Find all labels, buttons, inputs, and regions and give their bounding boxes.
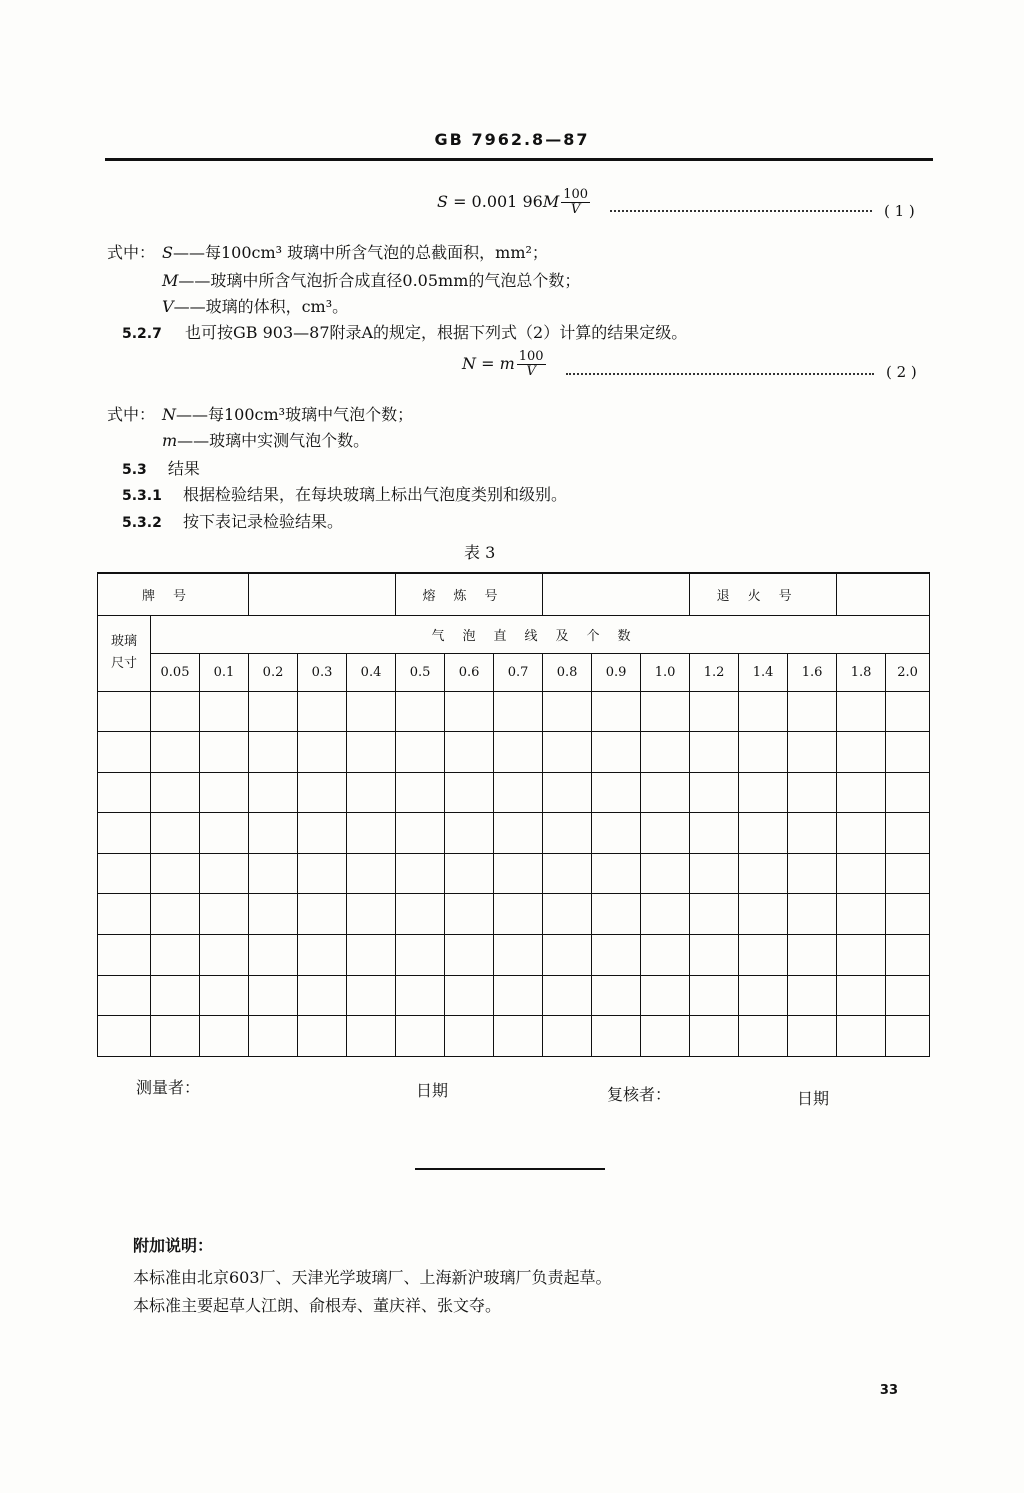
diameter-cell: 0.9 [592,653,641,691]
count-cell[interactable] [886,975,930,1016]
formula-2-lhs: N [462,354,476,373]
count-cell[interactable] [543,975,592,1016]
melt-value[interactable] [543,573,690,615]
count-cell[interactable] [886,691,930,732]
formula-2-fraction [517,350,546,379]
table-row [98,935,930,976]
clause-5-3-2-text: 按下表记录检验结果。 [182,512,343,531]
count-cell[interactable] [200,772,249,813]
diameter-cell: 2.0 [886,653,930,691]
formula-2-var: m [499,354,515,373]
anneal-label: 退火号 [690,573,837,615]
count-cell[interactable] [396,975,445,1016]
count-cell[interactable] [347,894,396,935]
count-cell[interactable] [641,691,690,732]
count-cell[interactable] [886,772,930,813]
reviewer-label: 复核者： [607,1085,672,1104]
definition-s [162,240,548,263]
count-cell[interactable] [837,691,886,732]
count-cell[interactable] [347,975,396,1016]
count-cell[interactable] [592,975,641,1016]
count-cell[interactable] [739,894,788,935]
count-cell[interactable] [837,894,886,935]
count-cell[interactable] [837,853,886,894]
table-bubble-header-row [98,615,930,653]
count-cell[interactable] [298,1016,347,1057]
measurer-label: 测量者： [136,1078,201,1097]
diameter-cell: 0.6 [445,653,494,691]
count-cell[interactable] [396,894,445,935]
table-row [98,772,930,813]
count-cell[interactable] [690,813,739,854]
count-cell[interactable] [886,935,930,976]
diameter-cell: 1.8 [837,653,886,691]
count-cell[interactable] [739,813,788,854]
count-cell[interactable] [739,732,788,773]
count-cell[interactable] [151,1016,200,1057]
count-cell[interactable] [886,894,930,935]
count-cell[interactable] [788,732,837,773]
count-cell[interactable] [886,732,930,773]
date-label-1: 日期 [416,1081,449,1100]
count-cell[interactable] [690,853,739,894]
diameter-cell: 0.5 [396,653,445,691]
count-cell[interactable] [200,975,249,1016]
count-cell[interactable] [788,894,837,935]
size-cell[interactable] [98,975,151,1016]
count-cell[interactable] [886,1016,930,1057]
count-cell[interactable] [543,813,592,854]
formula-2-eq: = [481,354,495,373]
count-cell[interactable] [445,894,494,935]
count-cell[interactable] [494,691,543,732]
count-cell[interactable] [641,772,690,813]
header-rule [105,158,933,161]
date-label-2: 日期 [797,1089,830,1108]
count-cell[interactable] [494,975,543,1016]
count-cell[interactable] [739,853,788,894]
count-cell[interactable] [347,1016,396,1057]
count-cell[interactable] [788,853,837,894]
diameter-cell: 0.05 [151,653,200,691]
count-cell[interactable] [788,813,837,854]
diameter-cell: 0.4 [347,653,396,691]
count-cell[interactable] [641,853,690,894]
count-cell[interactable] [739,772,788,813]
section-5-3-title: 结果 [167,459,200,478]
count-cell[interactable] [690,975,739,1016]
count-cell[interactable] [641,1016,690,1057]
definition-s-symbol: S [162,243,173,262]
table-body [98,573,930,1056]
definition-n [162,402,413,425]
count-cell[interactable] [739,975,788,1016]
count-cell[interactable] [739,691,788,732]
size-cell[interactable] [98,894,151,935]
count-cell[interactable] [200,813,249,854]
brand-label: 牌号 [98,573,249,615]
diameter-cell: 0.7 [494,653,543,691]
count-cell[interactable] [200,732,249,773]
count-cell[interactable] [200,935,249,976]
bubble-header: 气泡直线及个数 [151,615,930,653]
clause-5-3-2 [122,509,343,532]
anneal-value[interactable] [837,573,930,615]
definition-s-text: ——每100cm³ 玻璃中所含气泡的总截面积，mm²； [172,243,548,262]
definition-m-lower-symbol: m [162,431,178,450]
count-cell[interactable] [641,975,690,1016]
count-cell[interactable] [837,935,886,976]
size-label-line-1: 玻璃 [110,634,137,649]
count-cell[interactable] [396,691,445,732]
notes-line-2: 本标准主要起草人江朗、俞根寿、董庆祥、张文夺。 [133,1296,502,1315]
count-cell[interactable] [347,691,396,732]
count-cell[interactable] [249,732,298,773]
formula-1-var: M [542,192,560,211]
count-cell[interactable] [837,1016,886,1057]
count-cell[interactable] [249,975,298,1016]
count-cell[interactable] [494,894,543,935]
count-cell[interactable] [445,772,494,813]
count-cell[interactable] [543,732,592,773]
count-cell[interactable] [543,935,592,976]
size-cell[interactable] [98,935,151,976]
clause-5-3-2-number: 5.3.2 [122,515,162,531]
size-cell[interactable] [98,691,151,732]
count-cell[interactable] [592,935,641,976]
size-cell[interactable] [98,772,151,813]
count-cell[interactable] [151,813,200,854]
count-cell[interactable] [592,772,641,813]
definitions-2-lead: 式中： [107,405,156,424]
clause-5-2-7-number: 5.2.7 [122,326,162,342]
diameter-cell: 0.2 [249,653,298,691]
diameter-cell: 1.2 [690,653,739,691]
clause-5-3-1-number: 5.3.1 [122,488,162,504]
count-cell[interactable] [886,813,930,854]
definition-m-text: ——玻璃中所含气泡折合成直径0.05mm的气泡总个数； [178,271,581,290]
count-cell[interactable] [298,813,347,854]
count-cell[interactable] [592,691,641,732]
section-5-3-number: 5.3 [122,462,147,478]
count-cell[interactable] [200,1016,249,1057]
count-cell[interactable] [249,853,298,894]
formula-2-numerator: 100 [518,349,544,364]
count-cell[interactable] [445,813,494,854]
definition-m-lower [162,428,369,451]
formula-1 [437,188,592,217]
table-row [98,1016,930,1057]
count-cell[interactable] [788,975,837,1016]
count-cell[interactable] [200,894,249,935]
count-cell[interactable] [837,732,886,773]
count-cell[interactable] [543,1016,592,1057]
section-5-3 [122,456,200,479]
formula-2 [462,350,548,379]
count-cell[interactable] [592,813,641,854]
count-cell[interactable] [151,691,200,732]
diameter-cell: 0.1 [200,653,249,691]
count-cell[interactable] [396,772,445,813]
diameter-cell: 1.0 [641,653,690,691]
diameter-row [98,653,930,691]
definition-v-text: ——玻璃的体积，cm³。 [173,297,349,316]
size-label [98,615,151,691]
formula-1-lhs: S [437,192,448,211]
count-cell[interactable] [298,853,347,894]
footer-rule [415,1168,605,1170]
definition-m-symbol: M [162,271,179,290]
count-cell[interactable] [788,691,837,732]
count-cell[interactable] [347,853,396,894]
brand-value[interactable] [249,573,396,615]
clause-5-3-1-text: 根据检验结果，在每块玻璃上标出气泡度类别和级别。 [182,485,567,504]
count-cell[interactable] [445,975,494,1016]
count-cell[interactable] [886,853,930,894]
count-cell[interactable] [543,772,592,813]
count-cell[interactable] [445,1016,494,1057]
count-cell[interactable] [788,772,837,813]
count-cell[interactable] [396,1016,445,1057]
count-cell[interactable] [494,813,543,854]
count-cell[interactable] [690,935,739,976]
count-cell[interactable] [543,853,592,894]
formula-1-numerator: 100 [563,187,589,202]
count-cell[interactable] [396,732,445,773]
diameter-cell: 0.8 [543,653,592,691]
page-number: 33 [879,1383,898,1398]
count-cell[interactable] [445,691,494,732]
count-cell[interactable] [445,732,494,773]
count-cell[interactable] [739,1016,788,1057]
size-cell[interactable] [98,813,151,854]
count-cell[interactable] [249,691,298,732]
count-cell[interactable] [788,1016,837,1057]
count-cell[interactable] [151,975,200,1016]
count-cell[interactable] [298,772,347,813]
count-cell[interactable] [298,894,347,935]
count-cell[interactable] [690,732,739,773]
count-cell[interactable] [690,772,739,813]
count-cell[interactable] [347,935,396,976]
clause-5-2-7 [122,320,687,343]
diameter-cell: 1.6 [788,653,837,691]
count-cell[interactable] [690,691,739,732]
melt-label: 熔炼号 [396,573,543,615]
table-caption: 表 3 [464,543,496,562]
size-cell[interactable] [98,1016,151,1057]
count-cell[interactable] [690,894,739,935]
count-cell[interactable] [494,853,543,894]
count-cell[interactable] [543,691,592,732]
count-cell[interactable] [347,772,396,813]
notes-title: 附加说明： [133,1236,214,1255]
count-cell[interactable] [592,853,641,894]
definition-n-text: ——每100cm³玻璃中气泡个数； [176,405,414,424]
formula-1-fraction [561,188,590,217]
count-cell[interactable] [200,853,249,894]
formula-1-denominator: V [570,202,581,217]
count-cell[interactable] [298,691,347,732]
count-cell[interactable] [151,853,200,894]
count-cell[interactable] [396,813,445,854]
table-row [98,894,930,935]
definition-v-symbol: V [162,297,174,316]
size-label-line-2: 尺寸 [110,656,137,671]
count-cell[interactable] [494,772,543,813]
table-info-row [98,573,930,615]
count-cell[interactable] [641,732,690,773]
definition-v [162,294,348,317]
count-cell[interactable] [249,935,298,976]
count-cell[interactable] [837,975,886,1016]
count-cell[interactable] [494,935,543,976]
definition-m-lower-text: ——玻璃中实测气泡个数。 [177,431,370,450]
notes-line-1: 本标准由北京603厂、天津光学玻璃厂、上海新沪玻璃厂负责起草。 [133,1268,612,1287]
table-3 [97,572,930,1057]
count-cell[interactable] [592,1016,641,1057]
formula-1-prefix: = 0.001 96 [453,192,543,211]
count-cell[interactable] [151,935,200,976]
definitions-1-lead: 式中： [107,243,156,262]
clause-5-2-7-text: 也可按GB 903—87附录A的规定，根据下列式（2）计算的结果定级。 [184,323,688,342]
formula-2-denominator: V [526,364,536,379]
count-cell[interactable] [298,935,347,976]
count-cell[interactable] [494,1016,543,1057]
count-cell[interactable] [151,894,200,935]
count-cell[interactable] [641,894,690,935]
count-cell[interactable] [445,935,494,976]
count-cell[interactable] [151,772,200,813]
table-row [98,975,930,1016]
diameter-cell: 0.3 [298,653,347,691]
count-cell[interactable] [298,732,347,773]
formula-1-number: ( 1 ) [884,202,915,220]
table-row [98,813,930,854]
count-cell[interactable] [837,772,886,813]
count-cell[interactable] [543,894,592,935]
standard-code: GB 7962.8—87 [434,130,590,149]
count-cell[interactable] [249,813,298,854]
clause-5-3-1 [122,482,567,505]
count-cell[interactable] [347,732,396,773]
count-cell[interactable] [641,935,690,976]
count-cell[interactable] [151,732,200,773]
count-cell[interactable] [396,935,445,976]
count-cell[interactable] [788,935,837,976]
count-cell[interactable] [592,732,641,773]
count-cell[interactable] [347,813,396,854]
count-cell[interactable] [249,1016,298,1057]
formula-1-leader [610,210,872,212]
count-cell[interactable] [641,813,690,854]
count-cell[interactable] [396,853,445,894]
count-cell[interactable] [249,894,298,935]
count-cell[interactable] [200,691,249,732]
count-cell[interactable] [445,853,494,894]
table-row [98,732,930,773]
count-cell[interactable] [249,772,298,813]
size-cell[interactable] [98,853,151,894]
count-cell[interactable] [592,894,641,935]
table-row [98,691,930,732]
size-cell[interactable] [98,732,151,773]
table-row [98,853,930,894]
count-cell[interactable] [739,935,788,976]
definition-m [162,268,580,291]
count-cell[interactable] [494,732,543,773]
count-cell[interactable] [837,813,886,854]
count-cell[interactable] [690,1016,739,1057]
diameter-cell: 1.4 [739,653,788,691]
count-cell[interactable] [298,975,347,1016]
formula-2-leader [566,373,874,375]
formula-2-number: ( 2 ) [886,363,917,381]
definition-n-symbol: N [162,405,176,424]
